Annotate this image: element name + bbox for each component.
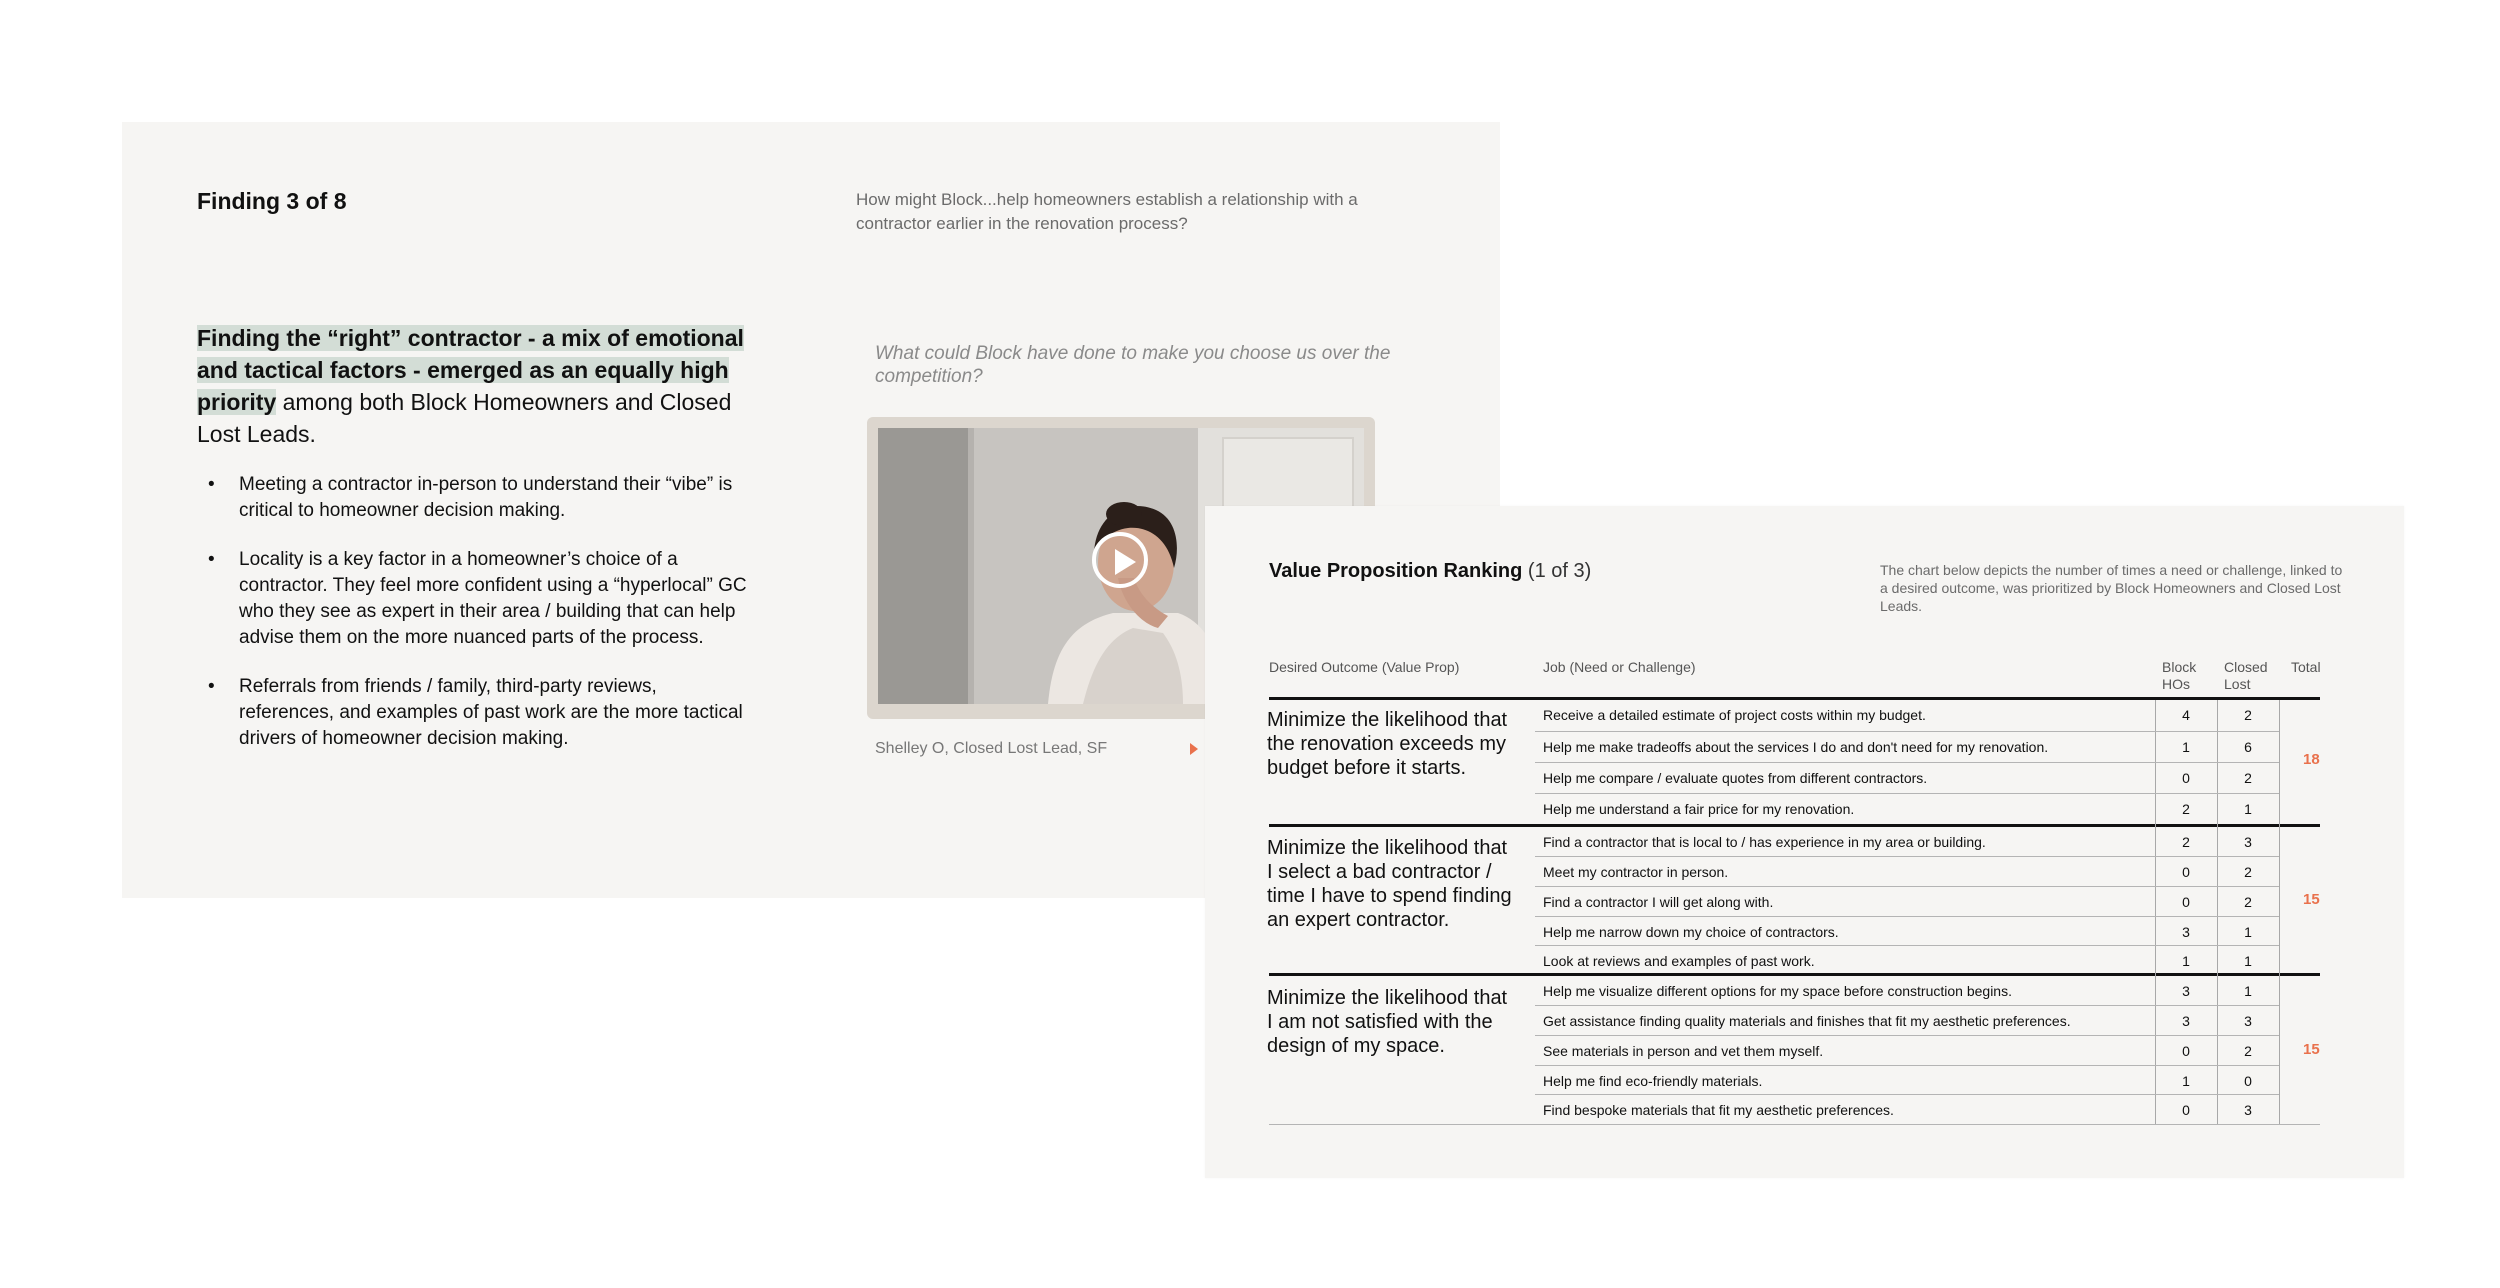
title-bold: Value Proposition Ranking [1269,560,1523,582]
table-row [1535,946,2320,975]
closed-count: 1 [2244,983,2252,999]
bullet-text: Meeting a contractor in-person to understand their “vibe” is critical to homeowner decision making. [239,474,733,521]
finding-bullets [197,472,757,775]
header-outcome: Desired Outcome (Value Prop) [1269,659,1460,675]
job-text: See materials in person and vet them myself. [1543,1043,1824,1059]
block-count: 3 [2182,1013,2190,1029]
job-text: Receive a detailed estimate of project costs within my budget. [1543,707,1926,723]
table-row [1535,827,2320,856]
table-bottom-line [1269,1124,2320,1125]
bullet-dot: • [208,549,215,570]
finding-headline [197,322,777,450]
header-closed-lost [2224,659,2268,693]
block-count: 0 [2182,864,2190,880]
block-count: 1 [2182,1073,2190,1089]
table-row [1535,732,2320,761]
job-text: Get assistance finding quality materials and finishes that fit my aesthetic preferences. [1543,1013,2071,1029]
group-total: 15 [2303,891,2320,908]
play-icon[interactable] [1092,532,1148,588]
table-row [1535,794,2320,823]
closed-count: 2 [2244,707,2252,723]
outcome-label: Minimize the likelihood that I select a bad contractor / time I have to spend finding an expert contractor. [1267,837,1512,931]
closed-count: 3 [2244,834,2252,850]
bullet-item [197,674,757,752]
job-text: Help me find eco-friendly materials. [1543,1073,1763,1089]
closed-count: 1 [2244,924,2252,940]
job-text: Meet my contractor in person. [1543,864,1729,880]
headline-highlight: Finding the “right” contractor - a mix of emotional and tactical factors - emerged as an equally high priority [197,325,744,415]
table-row [1535,1095,2320,1124]
header-block-line1: Block [2162,659,2197,675]
job-text: Help me understand a fair price for my renovation. [1543,801,1855,817]
table-row [1535,1006,2320,1035]
chart-description: The chart below depicts the number of times a need or challenge, linked to a desired outcome, was prioritized by Block Homeowners and Closed Lost Leads. [1880,562,2343,614]
block-count: 0 [2182,1043,2190,1059]
closed-count: 1 [2244,801,2252,817]
table-row [1535,976,2320,1005]
slide-title [1269,560,1591,583]
table-row [1535,887,2320,916]
header-block-line2: HOs [2162,676,2190,692]
block-count: 3 [2182,924,2190,940]
header-total: Total [2291,659,2321,675]
closed-count: 3 [2244,1013,2252,1029]
video-question: What could Block have done to make you choose us over the competition? [875,343,1391,387]
job-text: Help me make tradeoffs about the services I do and don't need for my renovation. [1543,739,2049,755]
table-row [1535,1066,2320,1095]
video-caption: Shelley O, Closed Lost Lead, SF [875,740,1108,757]
table-row [1535,1036,2320,1065]
block-count: 1 [2182,739,2190,755]
job-text: Find a contractor that is local to / has experience in my area or building. [1543,834,1986,850]
job-text: Find a contractor I will get along with. [1543,894,1774,910]
closed-count: 6 [2244,739,2252,755]
header-closed-line2: Lost [2224,676,2251,692]
finding-label: Finding 3 of 8 [197,188,347,214]
table-row [1535,700,2320,729]
block-count: 0 [2182,1102,2190,1118]
closed-count: 1 [2244,953,2252,969]
job-text: Help me narrow down my choice of contractors. [1543,924,1839,940]
job-text: Help me compare / evaluate quotes from different contractors. [1543,770,1928,786]
closed-count: 0 [2244,1073,2252,1089]
job-text: Find bespoke materials that fit my aesthetic preferences. [1543,1102,1894,1118]
outcome-label: Minimize the likelihood that the renovation exceeds my budget before it starts. [1267,709,1508,779]
block-count: 0 [2182,894,2190,910]
bullet-dot: • [208,474,215,495]
block-count: 4 [2182,707,2190,723]
caption-play-icon[interactable] [1190,743,1198,755]
outcome-label: Minimize the likelihood that I am not satisfied with the design of my space. [1267,987,1508,1057]
closed-count: 2 [2244,770,2252,786]
block-count: 3 [2182,983,2190,999]
table-row [1535,857,2320,886]
block-count: 1 [2182,953,2190,969]
header-closed-line1: Closed [2224,659,2268,675]
closed-count: 2 [2244,864,2252,880]
header-block-hos [2162,659,2196,693]
bullet-text: Referrals from friends / family, third-party reviews, references, and examples of past work are the more tactical drivers of homeowner decision making. [239,676,743,749]
value-proposition-slide [1205,506,2404,1178]
headline-rest: among both Block Homeowners and Closed Lost Leads. [197,389,732,447]
bullet-item [197,547,757,651]
header-job: Job (Need or Challenge) [1543,659,1696,675]
closed-count: 3 [2244,1102,2252,1118]
job-text: Look at reviews and examples of past work. [1543,953,1815,969]
block-count: 2 [2182,801,2190,817]
block-count: 2 [2182,834,2190,850]
job-text: Help me visualize different options for my space before construction begins. [1543,983,2012,999]
group-total: 18 [2303,751,2320,768]
title-sub: (1 of 3) [1522,560,1592,582]
how-might-question: How might Block...help homeowners establish a relationship with a contractor earlier in the renovation process? [856,190,1358,233]
block-count: 0 [2182,770,2190,786]
closed-count: 2 [2244,1043,2252,1059]
group-total: 15 [2303,1041,2320,1058]
bullet-item [197,472,757,524]
bullet-text: Locality is a key factor in a homeowner’s choice of a contractor. They feel more confident using a “hyperlocal” GC who they see as expert in their area / building that can help advise them on the more nuanced parts of the process. [239,549,747,648]
table-row [1535,763,2320,792]
bullet-dot: • [208,676,215,697]
table-row [1535,917,2320,946]
closed-count: 2 [2244,894,2252,910]
